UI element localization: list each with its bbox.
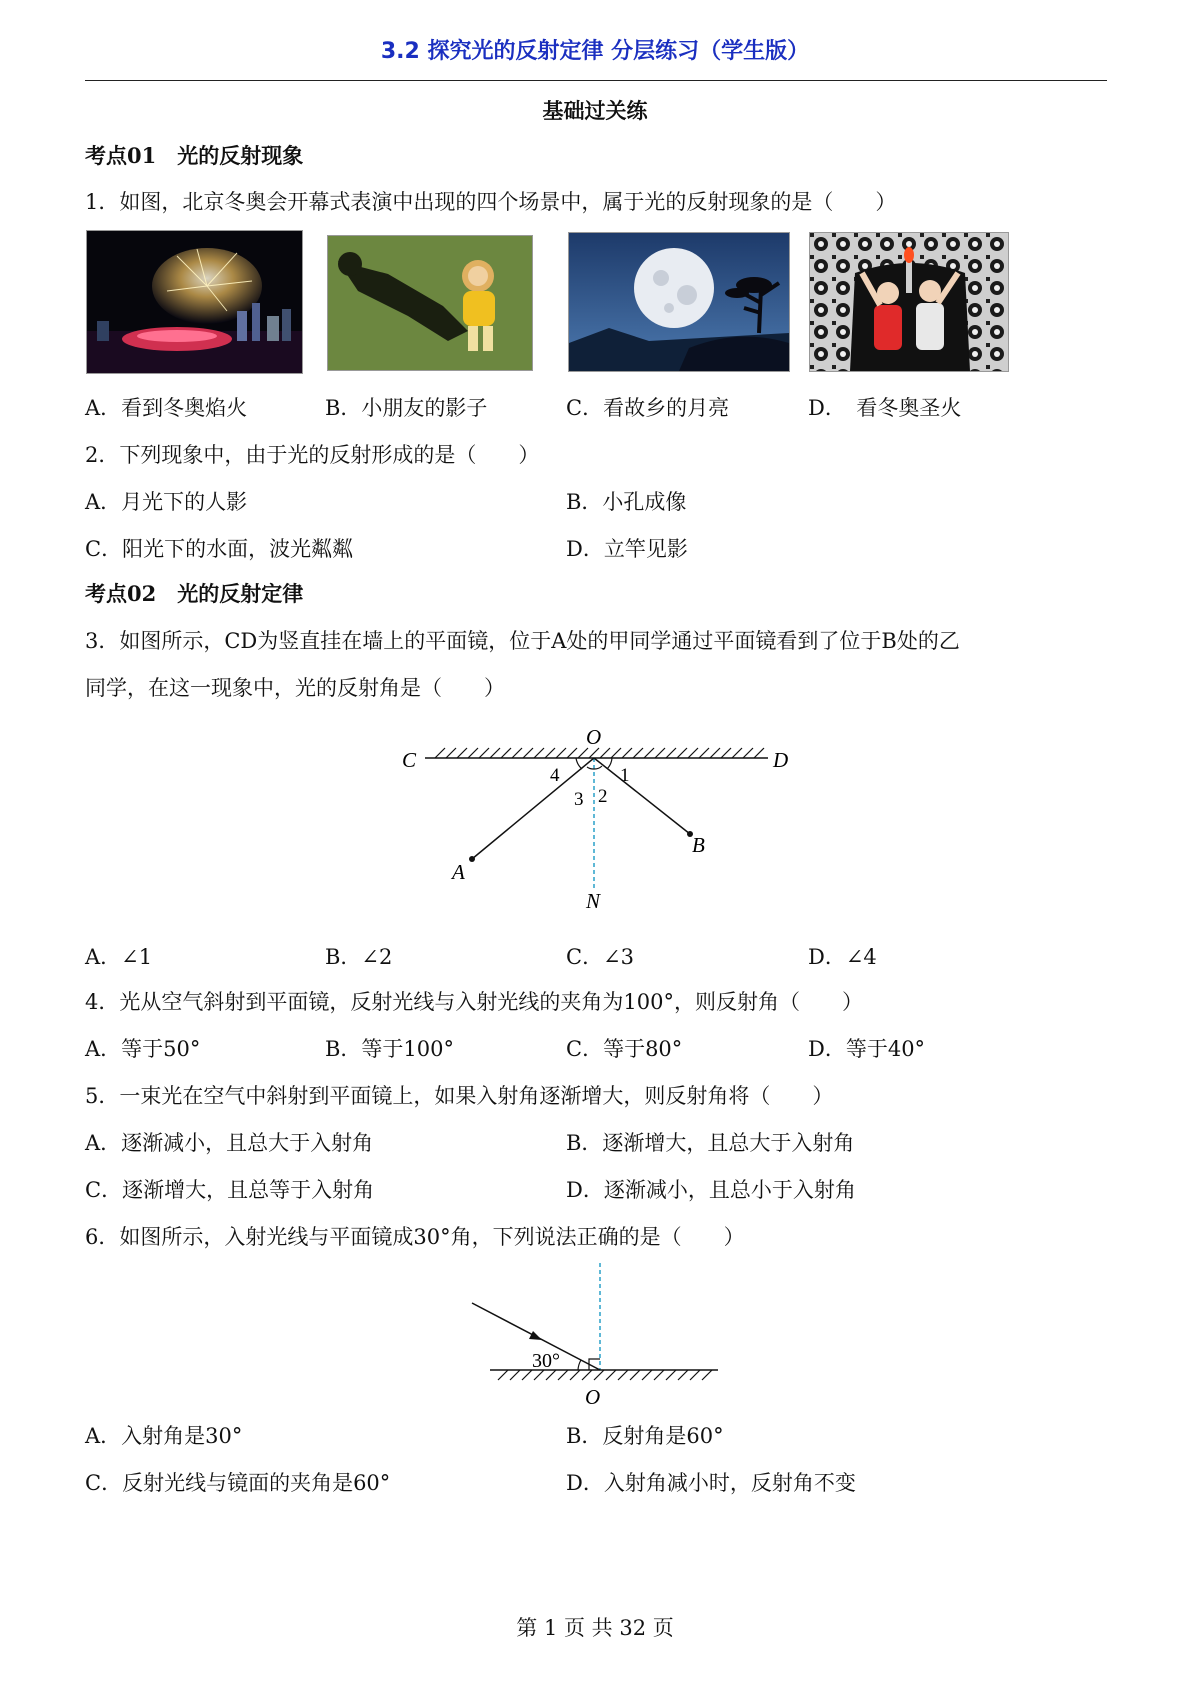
q5-stem: 5．一束光在空气中斜射到平面镜上，如果入射角逐渐增大，则反射角将（ ） [85, 1084, 834, 1108]
q3-option-c[interactable]: C．∠3 [566, 945, 635, 969]
q5-option-d[interactable]: D．逐渐减小，且总小于入射角 [566, 1178, 856, 1202]
ray-ob [594, 758, 690, 834]
label-angle-2: 2 [598, 786, 608, 807]
q3-stem-line2: 同学，在这一现象中，光的反射角是（ ） [85, 676, 505, 700]
label-o: O [585, 1385, 601, 1409]
document-title: 3.2 探究光的反射定律 分层练习（学生版） [380, 39, 810, 64]
q4-option-b[interactable]: B．等于100° [325, 1037, 455, 1061]
label-o: O [586, 725, 602, 749]
point-a-dot [469, 856, 475, 862]
torch-lighters-photo [809, 232, 1009, 372]
section-title: 基础过关练 [542, 98, 648, 123]
page-number: 第 1 页 共 32 页 [516, 1616, 674, 1640]
q2-option-b[interactable]: B．小孔成像 [566, 490, 687, 514]
moon-photo [568, 232, 790, 372]
q3-option-d[interactable]: D．∠4 [808, 945, 877, 969]
q4-stem: 4．光从空气斜射到平面镜，反射光线与入射光线的夹角为100°，则反射角（ ） [85, 990, 863, 1014]
child-shadow-photo [327, 235, 533, 371]
q1-option-b[interactable]: B．小朋友的影子 [325, 396, 488, 420]
q1-stem: 1．如图，北京冬奥会开幕式表演中出现的四个场景中，属于光的反射现象的是（ ） [85, 190, 897, 214]
incident-arrow [529, 1331, 542, 1340]
q2-stem: 2．下列现象中，由于光的反射形成的是（ ） [85, 443, 540, 467]
label-angle-3: 3 [574, 789, 584, 810]
label-c: C [402, 748, 417, 772]
mirror-hatching [435, 748, 764, 758]
q3-option-a[interactable]: A．∠1 [85, 945, 153, 969]
label-angle-4: 4 [550, 765, 560, 786]
q2-option-a[interactable]: A．月光下的人影 [85, 490, 248, 514]
q6-option-b[interactable]: B．反射角是60° [566, 1424, 724, 1448]
q1-option-a[interactable]: A．看到冬奥焰火 [85, 396, 248, 420]
topic-02-heading: 考点02 光的反射定律 [85, 581, 304, 606]
header-divider [85, 80, 1107, 81]
label-b: B [692, 833, 705, 857]
label-n: N [586, 889, 601, 913]
q1-option-c[interactable]: C．看故乡的月亮 [566, 396, 730, 420]
q3-stem-line1: 3．如图所示，CD为竖直挂在墙上的平面镜，位于A处的甲同学通过平面镜看到了位于B处的乙 [85, 629, 960, 653]
q6-option-d[interactable]: D．入射角减小时，反射角不变 [566, 1471, 856, 1495]
mirror-hatching [498, 1370, 712, 1380]
q2-option-c[interactable]: C．阳光下的水面，波光粼粼 [85, 537, 354, 561]
q5-option-c[interactable]: C．逐渐增大，且总等于入射角 [85, 1178, 375, 1202]
q3-option-b[interactable]: B．∠2 [325, 945, 393, 969]
label-a: A [452, 860, 465, 884]
q6-stem: 6．如图所示，入射光线与平面镜成30°角，下列说法正确的是（ ） [85, 1225, 745, 1249]
label-d: D [773, 748, 789, 772]
q4-option-a[interactable]: A．等于50° [85, 1037, 201, 1061]
label-30-degree: 30° [532, 1350, 560, 1372]
q5-option-a[interactable]: A．逐渐减小，且总大于入射角 [85, 1131, 374, 1155]
q5-option-b[interactable]: B．逐渐增大，且总大于入射角 [566, 1131, 855, 1155]
fireworks-photo [86, 230, 303, 374]
q4-option-c[interactable]: C．等于80° [566, 1037, 683, 1061]
reflection-diagram-q3 [390, 718, 810, 918]
q4-option-d[interactable]: D．等于40° [808, 1037, 926, 1061]
label-angle-1: 1 [620, 765, 630, 786]
q6-option-a[interactable]: A．入射角是30° [85, 1424, 243, 1448]
q2-option-d[interactable]: D．立竿见影 [566, 537, 688, 561]
topic-01-heading: 考点01 光的反射现象 [85, 143, 304, 168]
reflection-diagram-q6 [460, 1260, 730, 1415]
q6-option-c[interactable]: C．反射光线与镜面的夹角是60° [85, 1471, 391, 1495]
q1-option-d[interactable]: D． 看冬奥圣火 [808, 396, 962, 420]
